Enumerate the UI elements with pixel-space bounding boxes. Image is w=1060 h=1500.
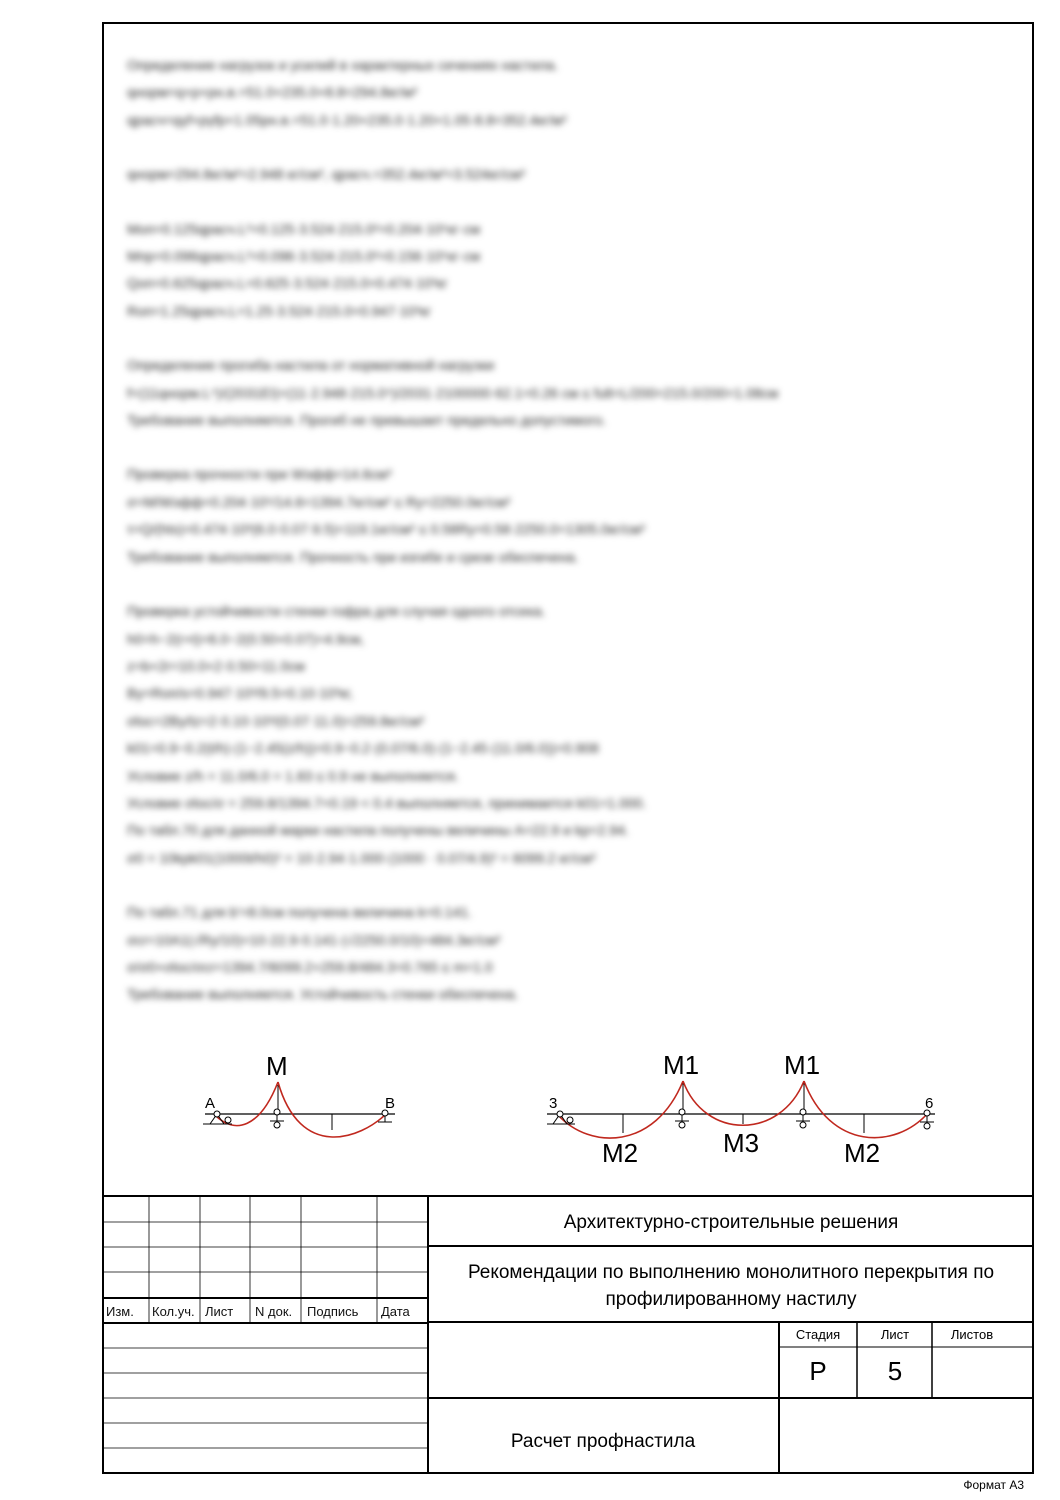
support-label-a: A [205, 1095, 216, 1112]
calc-line: Условие z/h = 11.0/6.0 = 1.83 ≤ 0.9 не выполняется. [127, 767, 459, 784]
calc-line: h0=h−2(r+t)=6.0−2(0.50+0.07)=4.9см, [127, 630, 365, 647]
calc-line: k01=0.9−0.2(t/h)·(1−2.45(z/h))=0.9−0.2·(0.07/6.0)·(1−2.45·(11.0/6.0))=0.908 [127, 740, 599, 757]
calc-line: z=b+2r=10.0+2·0.50=11.0см [127, 657, 305, 674]
calc-line: σ/σ0+σloc/σcr=1394.7/6099.2+259.8/484.3=0.765 ≤ m=1.0 [127, 958, 493, 975]
stamp-header-izm: Изм. [106, 1304, 134, 1319]
calc-line: Требование выполняется. Прогиб не превышает предельно допустимого. [127, 412, 607, 429]
calc-line: qнорм=294.8кг/м²=2.948 кг/см², qрасч.=352.4кг/м²=3.524кг/см² [127, 166, 526, 183]
stamp-header-ndok: N док. [255, 1304, 293, 1319]
calc-line: Условие σloc/σ = 259.8/1394.7=0.19 < 0.4 выполняется, принимается k01=1.000. [127, 794, 647, 811]
calc-line: By=Rоп/s=0.947·10³/9.5=0.10·10³кг, [127, 685, 354, 702]
calc-line: Mоп=0.125qрасч.L²=0.125·3.524·215.0²=0.204·10⁵кг·см [127, 220, 481, 237]
moment-label-m1-left: M1 [663, 1050, 700, 1080]
support-5-icon [796, 1109, 810, 1128]
calc-line: σ=M/Wэфф=0.204·10⁵/14.6=1394.7кг/см² ≤ Ry=2250.0кг/см² [127, 493, 511, 510]
stage-value: Р [809, 1356, 827, 1386]
stamp-header-data: Дата [381, 1304, 410, 1319]
stamp-header-kol: Кол.уч. [152, 1304, 195, 1319]
diagram-continuous [547, 1050, 935, 1168]
support-label-b: B [385, 1095, 396, 1112]
stamp-header-podpis: Подпись [307, 1304, 359, 1319]
support-4-icon [675, 1109, 689, 1128]
calc-line: По табл.71 для b'=8.0см получена величина k=0.141. [127, 904, 473, 921]
moment-label-m2-right: M2 [844, 1138, 881, 1168]
support-label-6: 6 [925, 1095, 934, 1112]
moment-curve-left [215, 1082, 278, 1126]
calc-line: σcr=10A1(√Ry/10)=10·22.9·0.141·(√2250.0/10)=484.3кг/см² [127, 931, 501, 948]
moment-label: M [266, 1051, 288, 1081]
moment-curve-span-3 [804, 1081, 928, 1138]
calc-line: τ=Q/(hts)=0.474·10³(6.0·0.07·9.5)=119.1кг/см² ≤ 0.58Ry=0.58·2250.0=1305.0кг/см² [127, 521, 646, 538]
support-label-3: 3 [549, 1095, 558, 1112]
calc-line: Проверка устойчивости стенки гофра для случая одного отсека. [127, 603, 546, 620]
calc-line: Qоп=0.625qрасч.L=0.625·3.524·215.0=0.474·10³кг [127, 275, 448, 292]
calc-line: Определение прогиба настила от нормативной нагрузки [127, 357, 495, 374]
support-mid-icon [270, 1109, 284, 1128]
calc-line: σloc=2By/tz=2·0.10·10³/(0.07·11.0)=259.8кг/см² [127, 712, 425, 729]
stamp-header-list: Лист [205, 1304, 234, 1319]
drawing-name: Расчет профнастила [510, 1431, 696, 1452]
calc-line: Требование выполняется. Устойчивость стенки обеспечена. [127, 986, 519, 1003]
moment-curve-span-1 [558, 1081, 683, 1138]
calc-line: Требование выполняется. Прочность при изгибе и срезе обеспечена. [127, 548, 579, 565]
moment-label-m3: M3 [723, 1128, 760, 1158]
moment-label-m2-left: M2 [602, 1138, 639, 1168]
calc-line: Определение нагрузок и усилий в характерных сечениях настила. [127, 57, 559, 73]
calc-line: Проверка прочности при Wэфф=14.6см³ [127, 466, 392, 483]
calc-line: Mпр=0.096qрасч.L²=0.096·3.524·215.0²=0.156·10⁵кг·см [127, 248, 481, 265]
format-label: Формат А3 [963, 1478, 1024, 1492]
stage-label: Стадия [795, 1327, 841, 1342]
calc-line: По табл.70 для данной марки настила получены величины A=22.9 и kp=2.94. [127, 822, 629, 839]
calc-line: f=(11qнорм.L⁴)/(2031EI)=(11·2.948·215.0⁴)/2031·2100000·62.1=0.26 см ≤ fult=L/200=215.0/200=1.08см [127, 384, 779, 401]
sheets-label: Листов [950, 1327, 994, 1342]
calc-line: qнорм=q+p+pн.в.=51.0+235.0+8.8=294.8кг/м² [127, 84, 418, 101]
moment-label-m1-right: M1 [784, 1050, 821, 1080]
diagram-single-span [203, 1051, 395, 1137]
sheet-label: Лист [880, 1327, 910, 1342]
calc-line: σ0 = 10kpk01(1000t/h0)² = 10·2.94·1.000·(1000 · 0.07/4.9)² = 6099.2 кг/см² [127, 849, 596, 866]
document-title: Рекомендации по выполнению монолитного перекрытия по профилированному настилу [467, 1262, 995, 1310]
calc-line: Rоп=1.25qрасч.L=1.25·3.524·215.0=0.947·10³кг [127, 302, 432, 319]
sheet-value: 5 [887, 1356, 903, 1386]
calc-line: qрасч=qγf+pγfp+1.05pн.в.=51.0·1.20+235.0·1.20+1.05·8.8=352.4кг/м² [127, 111, 567, 128]
project-name: Архитектурно-строительные решения [563, 1212, 899, 1233]
